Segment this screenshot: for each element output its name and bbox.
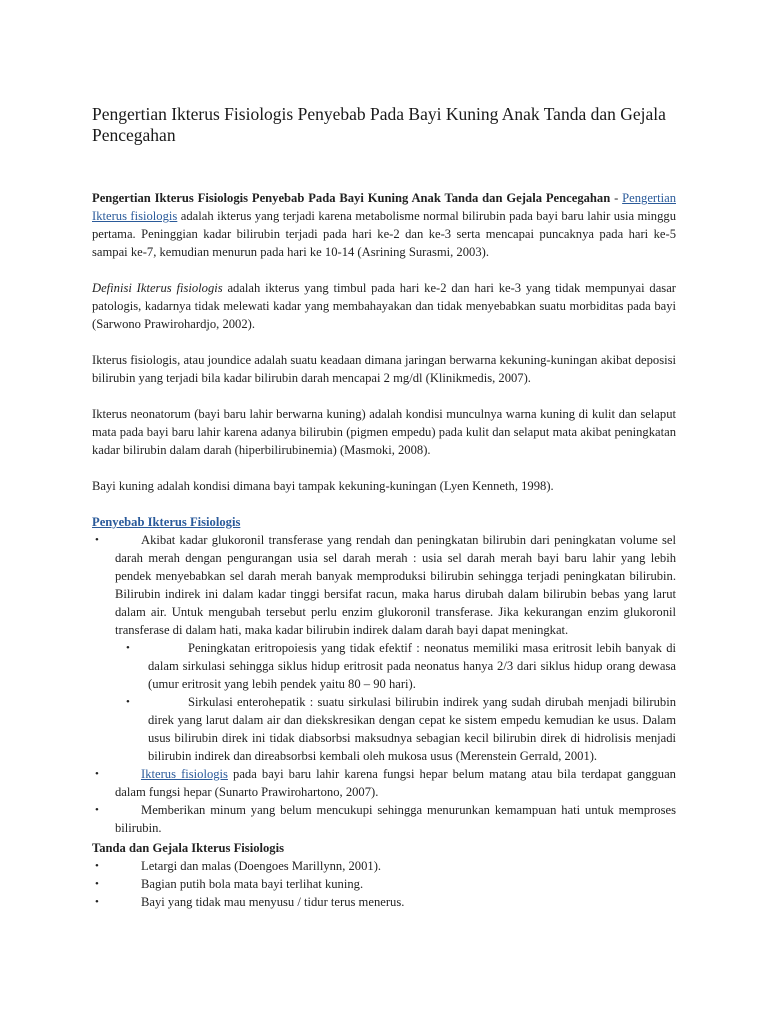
list-item bbox=[92, 857, 676, 875]
penyebab-item-1: Akibat kadar glukoronil transferase yang rendah dan peningkatan bilirubin dari peningkatan volume sel darah merah dengan pengurangan usia sel darah merah : usia sel darah merah bayi baru lahir yang lebih pendek menyebabkan sel darah merah banyak memproduksi bilirubin sehingga terjadi peningkatan bilirubin. Bilirubin indirek ini dalam kadar tinggi bersifat racun, maka harus dirubah dalam bilirubin bebas yang larut dalam air. Untuk mengubah tersebut perlu enzim glukoronil transferase. Jika kekurangan enzim glukoronil transferase di dalam hati, maka kadar bilirubin indirek dalam darah bayi dapat meningkat. bbox=[115, 533, 676, 637]
list-item bbox=[92, 801, 676, 837]
bullet-icon: • bbox=[95, 804, 99, 816]
bullet-icon: • bbox=[95, 878, 99, 890]
list-item bbox=[92, 639, 676, 693]
bullet-icon: • bbox=[126, 696, 130, 708]
page-title: Pengertian Ikterus Fisiologis Penyebab Pada Bayi Kuning Anak Tanda dan Gejala Pencegahan bbox=[92, 104, 666, 145]
intro-text: adalah ikterus yang terjadi karena metabolisme normal bilirubin pada bayi baru lahir usia minggu pertama. Peninggian kadar bilirubin terjadi pada hari ke-2 dan ke-3 serta mencapai puncaknya pada hari ke-5 sampai ke-7, kemudian menurun pada hari ke 10-14 (Asrining Surasmi, 2003). bbox=[92, 209, 676, 259]
definisi-text: adalah ikterus yang timbul pada hari ke-2 dan hari ke-3 yang tidak mempunyai dasar patologis, kadarnya tidak melewati kadar yang membahayakan dan tidak menyebabkan suatu morbiditas pada bayi (Sarwono Prawirohardjo, 2002). bbox=[92, 281, 676, 331]
intro-paragraph bbox=[92, 189, 676, 261]
tanda-item: Bagian putih bola mata bayi terlihat kuning. bbox=[141, 877, 364, 891]
ikterus-fisiologis-link[interactable]: Ikterus fisiologis bbox=[141, 767, 228, 781]
tanda-item: Bayi yang tidak mau menyusu / tidur terus menerus. bbox=[141, 895, 405, 909]
penyebab-sub-1: Peningkatan eritropoiesis yang tidak efektif : neonatus memiliki masa eritrosit lebih banyak di dalam sirkulasi sehingga siklus hidup eritrosit pada neonatus hanya 2/3 dari siklus hidup orang dewasa (umur eritrosit yang lebih pendek yaitu 80 – 90 hari). bbox=[148, 641, 676, 691]
tanda-item: Letargi dan malas (Doengoes Marillynn, 2001). bbox=[141, 859, 382, 873]
neonatorum-paragraph: Ikterus neonatorum (bayi baru lahir berwarna kuning) adalah kondisi munculnya warna kuning di kulit dan selaput mata pada bayi baru lahir karena adanya bilirubin (pigmen empedu) pada kulit dan selaput mata akibat peningkatan kadar bilirubin dalam darah (hiperbilirubinemia) (Masmoki, 2008). bbox=[92, 407, 676, 457]
penyebab-sub-2: Sirkulasi enterohepatik : suatu sirkulasi bilirubin indirek yang sudah dirubah menjadi bilirubin direk yang larut dalam air dan diekskresikan dengan cepat ke sistem empedu kemudian ke usus. Dalam usus bilirubin direk ini tidak diabsorbsi maksudnya sebagian kecil bilirubin direk di hidrolisis menjadi bilirubin indirek dan direabsorbsi kembali oleh mukosa usus (Merenstein Gerrald, 2001). bbox=[148, 695, 676, 763]
list-item bbox=[92, 893, 676, 911]
penyebab-item-2: pada bayi baru lahir karena fungsi hepar belum matang atau bila terdapat gangguan dalam fungsi hepar (Sunarto Prawirohartono, 2007). bbox=[115, 767, 676, 799]
tanda-heading: Tanda dan Gejala Ikterus Fisiologis bbox=[92, 841, 284, 855]
list-item bbox=[92, 875, 676, 893]
list-item bbox=[92, 765, 676, 801]
intro-bold-lead: Pengertian Ikterus Fisiologis Penyebab Pada Bayi Kuning Anak Tanda dan Gejala Pencegahan bbox=[92, 191, 611, 205]
pengertian-link[interactable]: Pengertian Ikterus fisiologis bbox=[92, 191, 676, 223]
bullet-icon: • bbox=[95, 768, 99, 780]
definisi-paragraph bbox=[92, 279, 676, 333]
list-item bbox=[92, 693, 676, 765]
penyebab-list bbox=[92, 531, 676, 837]
bullet-icon: • bbox=[95, 896, 99, 908]
bullet-icon: • bbox=[126, 642, 130, 654]
penyebab-item-3: Memberikan minum yang belum mencukupi sehingga menurunkan kemampuan hati untuk memproses bilirubin. bbox=[115, 803, 676, 835]
bullet-icon: • bbox=[95, 534, 99, 546]
joundice-paragraph: Ikterus fisiologis, atau joundice adalah suatu keadaan dimana jaringan berwarna kekuning-kuningan akibat deposisi bilirubin yang terjadi bila kadar bilirubin darah mencapai 2 mg/dl (Klinikmedis, 2007). bbox=[92, 353, 676, 385]
bullet-icon: • bbox=[95, 860, 99, 872]
tanda-list bbox=[92, 857, 676, 911]
definisi-italic: Definisi Ikterus fisiologis bbox=[92, 281, 223, 295]
intro-dash: - bbox=[610, 191, 623, 205]
list-item bbox=[92, 531, 676, 639]
penyebab-heading-link[interactable]: Penyebab Ikterus Fisiologis bbox=[92, 515, 241, 529]
bayi-kuning-paragraph: Bayi kuning adalah kondisi dimana bayi tampak kekuning-kuningan (Lyen Kenneth, 1998). bbox=[92, 479, 554, 493]
document-content bbox=[92, 104, 676, 911]
